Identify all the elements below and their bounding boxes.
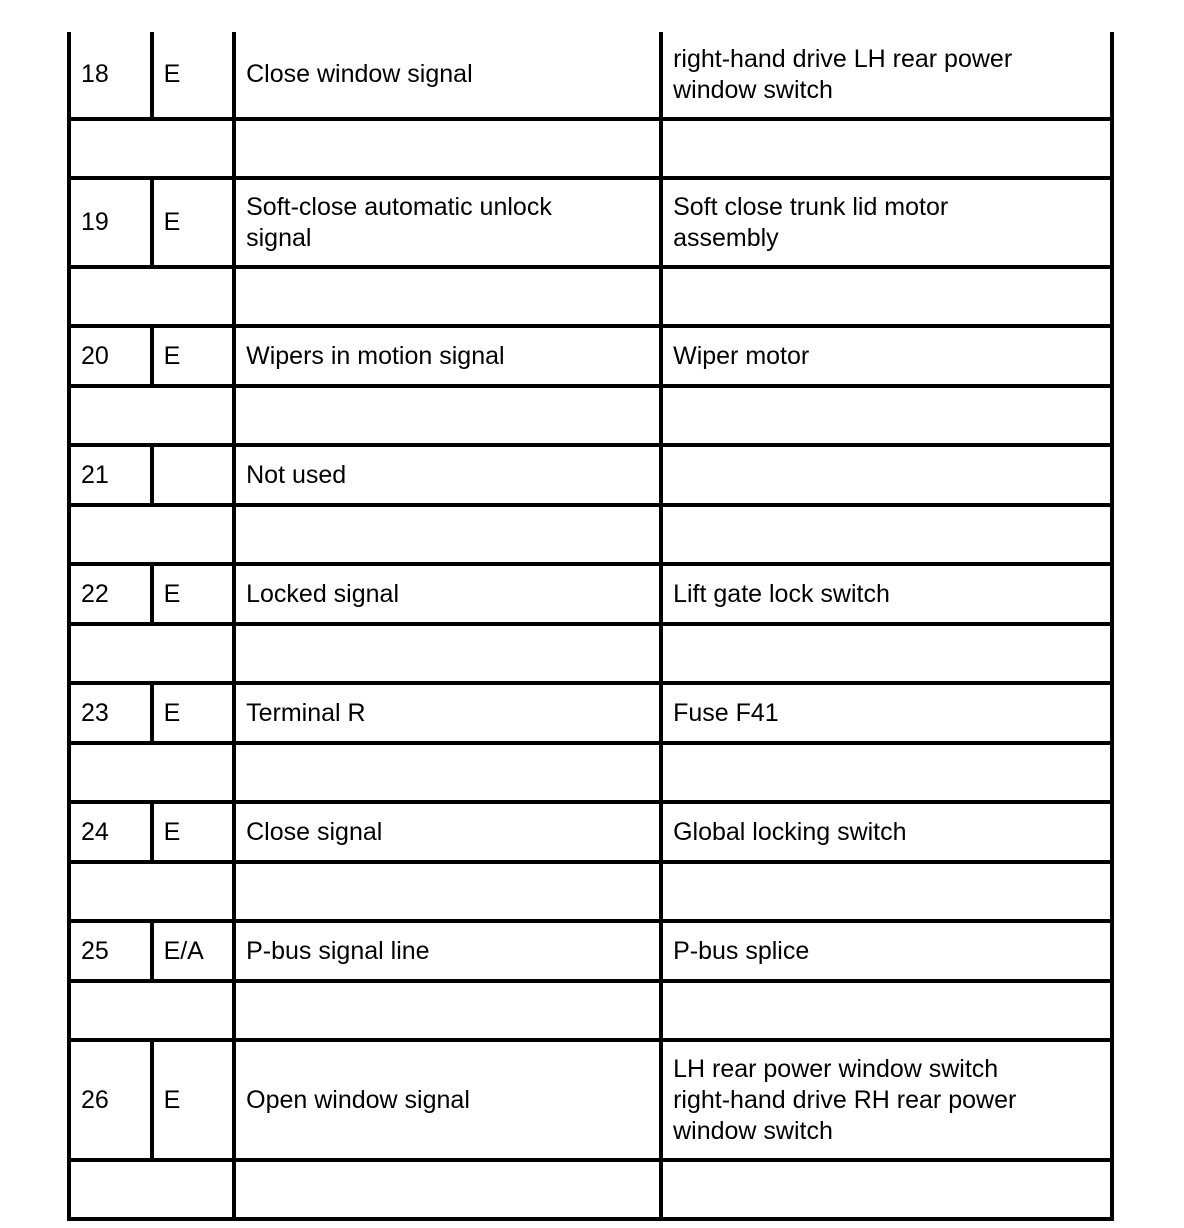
table-spacer-row: [69, 981, 1112, 1040]
pin-component: [661, 445, 1112, 505]
pin-assignment-table: [67, 32, 1114, 1221]
pin-number: 21: [69, 445, 152, 505]
pin-component: Global locking switch: [661, 802, 1112, 862]
table-row: [69, 1040, 1112, 1160]
empty-cell: [234, 743, 661, 802]
empty-cell: [234, 862, 661, 921]
table-row: [69, 32, 1112, 119]
table-spacer-row: [69, 119, 1112, 178]
empty-cell: [661, 981, 1112, 1040]
empty-cell: [234, 624, 661, 683]
table-spacer-row: [69, 505, 1112, 564]
empty-cell: [69, 862, 234, 921]
pin-description: Open window signal: [234, 1040, 661, 1160]
pin-number: 18: [69, 32, 152, 119]
pin-type: E: [152, 564, 235, 624]
empty-cell: [234, 1160, 661, 1219]
empty-cell: [234, 386, 661, 445]
pin-description: Terminal R: [234, 683, 661, 743]
pin-number: 20: [69, 326, 152, 386]
table-spacer-row: [69, 862, 1112, 921]
empty-cell: [69, 267, 234, 326]
empty-cell: [234, 119, 661, 178]
pin-component: Lift gate lock switch: [661, 564, 1112, 624]
pin-component: P-bus splice: [661, 921, 1112, 981]
table-row: [69, 921, 1112, 981]
empty-cell: [69, 505, 234, 564]
empty-cell: [661, 862, 1112, 921]
pin-description: Close signal: [234, 802, 661, 862]
empty-cell: [661, 119, 1112, 178]
table-row: [69, 326, 1112, 386]
pin-type: E/A: [152, 921, 235, 981]
empty-cell: [661, 1160, 1112, 1219]
empty-cell: [69, 981, 234, 1040]
pin-number: 23: [69, 683, 152, 743]
table-spacer-row: [69, 624, 1112, 683]
pin-type: E: [152, 683, 235, 743]
pin-number: 22: [69, 564, 152, 624]
table-spacer-row: [69, 1160, 1112, 1219]
empty-cell: [69, 743, 234, 802]
empty-cell: [69, 119, 234, 178]
pin-number: 24: [69, 802, 152, 862]
pin-component: Fuse F41: [661, 683, 1112, 743]
pin-description: P-bus signal line: [234, 921, 661, 981]
empty-cell: [234, 981, 661, 1040]
empty-cell: [661, 267, 1112, 326]
empty-cell: [69, 1160, 234, 1219]
empty-cell: [69, 624, 234, 683]
table-row: [69, 178, 1112, 267]
pin-number: 19: [69, 178, 152, 267]
empty-cell: [234, 505, 661, 564]
pin-type: E: [152, 1040, 235, 1160]
table-row: [69, 683, 1112, 743]
pin-component: Wiper motor: [661, 326, 1112, 386]
empty-cell: [661, 386, 1112, 445]
table-row: [69, 802, 1112, 862]
pin-type: E: [152, 178, 235, 267]
pin-component: Soft close trunk lid motor assembly: [661, 178, 1112, 267]
table-row: [69, 564, 1112, 624]
pin-description: Soft-close automatic unlock signal: [234, 178, 661, 267]
table-spacer-row: [69, 267, 1112, 326]
pin-component: right-hand drive LH rear power window switch: [661, 32, 1112, 119]
pin-description: Not used: [234, 445, 661, 505]
pin-type: [152, 445, 235, 505]
pin-type: E: [152, 802, 235, 862]
table-spacer-row: [69, 386, 1112, 445]
pin-type: E: [152, 32, 235, 119]
pin-description: Wipers in motion signal: [234, 326, 661, 386]
pin-type: E: [152, 326, 235, 386]
pin-number: 25: [69, 921, 152, 981]
empty-cell: [234, 267, 661, 326]
table-row: [69, 445, 1112, 505]
empty-cell: [661, 624, 1112, 683]
table-spacer-row: [69, 743, 1112, 802]
empty-cell: [69, 386, 234, 445]
pin-description: Locked signal: [234, 564, 661, 624]
pin-description: Close window signal: [234, 32, 661, 119]
empty-cell: [661, 505, 1112, 564]
empty-cell: [661, 743, 1112, 802]
pin-component: LH rear power window switch right-hand drive RH rear power window switch: [661, 1040, 1112, 1160]
pin-number: 26: [69, 1040, 152, 1160]
